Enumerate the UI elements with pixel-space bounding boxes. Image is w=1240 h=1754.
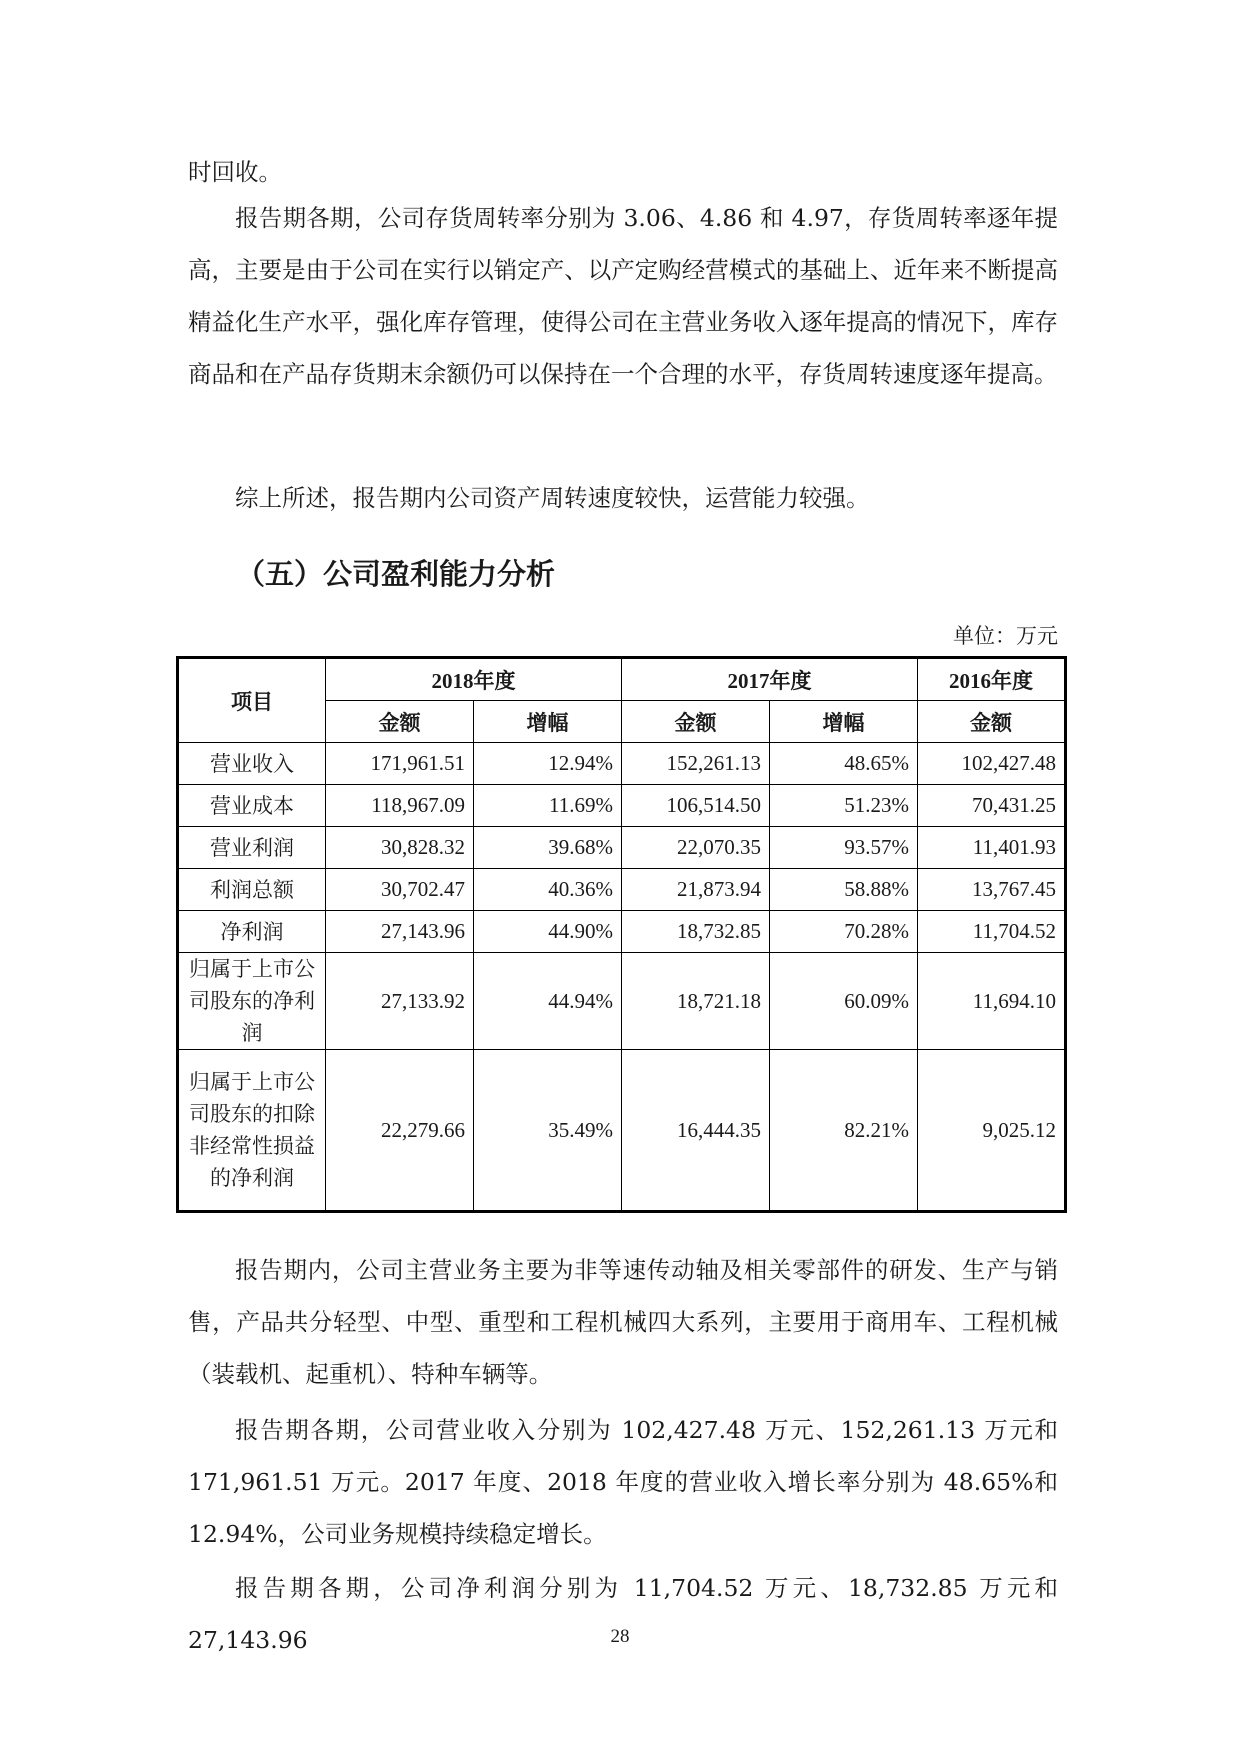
cell-amount-2018: 118,967.09 bbox=[326, 785, 474, 827]
row-label: 归属于上市公司股东的扣除非经常性损益的净利润 bbox=[178, 1050, 326, 1212]
cell-growth-2017: 58.88% bbox=[770, 869, 918, 911]
section-heading: （五）公司盈利能力分析 bbox=[236, 557, 556, 591]
cell-growth-2018: 12.94% bbox=[474, 743, 622, 785]
cell-growth-2018: 11.69% bbox=[474, 785, 622, 827]
row-label: 营业收入 bbox=[178, 743, 326, 785]
row-label: 归属于上市公司股东的净利润 bbox=[178, 953, 326, 1050]
cell-amount-2016: 11,401.93 bbox=[918, 827, 1066, 869]
paragraph-summary: 综上所述，报告期内公司资产周转速度较快，运营能力较强。 bbox=[235, 484, 870, 512]
cell-amount-2017: 18,721.18 bbox=[622, 953, 770, 1050]
cell-amount-2016: 11,704.52 bbox=[918, 911, 1066, 953]
cell-growth-2018: 40.36% bbox=[474, 869, 622, 911]
table-row bbox=[178, 869, 1066, 911]
cell-amount-2017: 18,732.85 bbox=[622, 911, 770, 953]
header-item: 项目 bbox=[178, 658, 326, 743]
cell-growth-2017: 48.65% bbox=[770, 743, 918, 785]
cell-amount-2016: 102,427.48 bbox=[918, 743, 1066, 785]
cell-growth-2017: 51.23% bbox=[770, 785, 918, 827]
cell-amount-2018: 22,279.66 bbox=[326, 1050, 474, 1212]
paragraph-continuation: 时回收。 bbox=[188, 158, 282, 186]
table-row bbox=[178, 743, 1066, 785]
row-label: 利润总额 bbox=[178, 869, 326, 911]
cell-amount-2017: 16,444.35 bbox=[622, 1050, 770, 1212]
cell-growth-2018: 44.94% bbox=[474, 953, 622, 1050]
paragraph-revenue: 报告期各期，公司营业收入分别为 102,427.48 万元、152,261.13 万元和 171,961.51 万元。2017 年度、2018 年度的营业收入增长率分别为 48.65%和 12.94%，公司业务规模持续稳定增长。 bbox=[188, 1416, 1058, 1548]
cell-amount-2017: 106,514.50 bbox=[622, 785, 770, 827]
header-amount: 金额 bbox=[622, 701, 770, 743]
cell-amount-2018: 30,828.32 bbox=[326, 827, 474, 869]
row-label: 营业成本 bbox=[178, 785, 326, 827]
header-amount: 金额 bbox=[918, 701, 1066, 743]
unit-label: 单位：万元 bbox=[953, 624, 1058, 648]
table-row bbox=[178, 827, 1066, 869]
header-year-2016: 2016年度 bbox=[918, 658, 1066, 701]
cell-growth-2017: 93.57% bbox=[770, 827, 918, 869]
cell-amount-2016: 9,025.12 bbox=[918, 1050, 1066, 1212]
paragraph-inventory-turnover: 报告期各期，公司存货周转率分别为 3.06、4.86 和 4.97，存货周转率逐年提高，主要是由于公司在实行以销定产、以产定购经营模式的基础上、近年来不断提高精益化生产水平，强化库存管理，使得公司在主营业务收入逐年提高的情况下，库存商品和在产品存货期末余额仍可以保持在一个合理的水平，存货周转速度逐年提高。 bbox=[188, 204, 1058, 388]
table-row bbox=[178, 911, 1066, 953]
paragraph-net-profit: 报告期各期，公司净利润分别为 11,704.52 万元、18,732.85 万元和 27,143.96 bbox=[188, 1574, 1058, 1654]
cell-amount-2017: 152,261.13 bbox=[622, 743, 770, 785]
cell-amount-2016: 11,694.10 bbox=[918, 953, 1066, 1050]
cell-amount-2017: 21,873.94 bbox=[622, 869, 770, 911]
table-row bbox=[178, 1050, 1066, 1212]
cell-amount-2016: 70,431.25 bbox=[918, 785, 1066, 827]
cell-growth-2018: 44.90% bbox=[474, 911, 622, 953]
table-row bbox=[178, 953, 1066, 1050]
cell-amount-2018: 27,133.92 bbox=[326, 953, 474, 1050]
cell-growth-2018: 39.68% bbox=[474, 827, 622, 869]
row-label: 营业利润 bbox=[178, 827, 326, 869]
table-row bbox=[178, 785, 1066, 827]
cell-amount-2018: 27,143.96 bbox=[326, 911, 474, 953]
page-number: 28 bbox=[610, 1626, 630, 1647]
row-label: 净利润 bbox=[178, 911, 326, 953]
cell-amount-2018: 30,702.47 bbox=[326, 869, 474, 911]
cell-amount-2016: 13,767.45 bbox=[918, 869, 1066, 911]
header-growth: 增幅 bbox=[474, 701, 622, 743]
cell-amount-2017: 22,070.35 bbox=[622, 827, 770, 869]
header-year-2018: 2018年度 bbox=[326, 658, 622, 701]
table-header-row-years bbox=[178, 658, 1066, 701]
header-year-2017: 2017年度 bbox=[622, 658, 918, 701]
cell-growth-2017: 60.09% bbox=[770, 953, 918, 1050]
cell-growth-2017: 82.21% bbox=[770, 1050, 918, 1212]
header-amount: 金额 bbox=[326, 701, 474, 743]
profitability-table bbox=[176, 656, 1067, 1213]
cell-amount-2018: 171,961.51 bbox=[326, 743, 474, 785]
paragraph-main-business: 报告期内，公司主营业务主要为非等速传动轴及相关零部件的研发、生产与销售，产品共分轻型、中型、重型和工程机械四大系列，主要用于商用车、工程机械（装载机、起重机）、特种车辆等。 bbox=[188, 1256, 1058, 1388]
header-growth: 增幅 bbox=[770, 701, 918, 743]
cell-growth-2018: 35.49% bbox=[474, 1050, 622, 1212]
cell-growth-2017: 70.28% bbox=[770, 911, 918, 953]
